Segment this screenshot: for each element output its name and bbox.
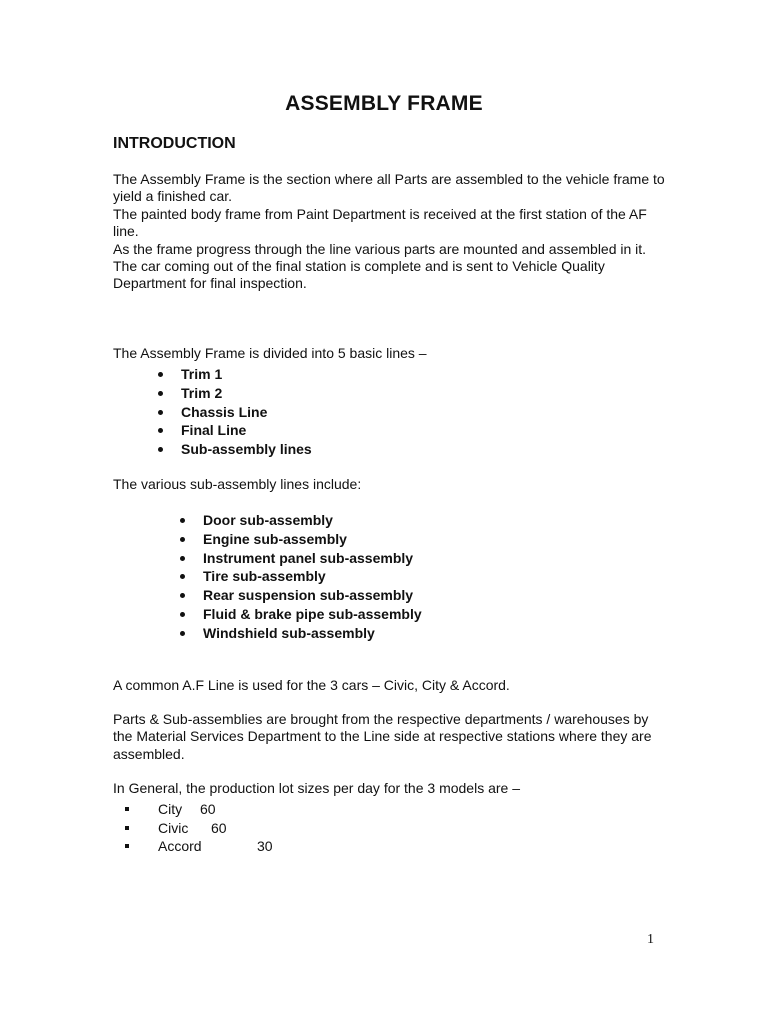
lot-sizes-intro: In General, the production lot sizes per day for the 3 models are – bbox=[113, 780, 521, 796]
list-item: Trim 2 bbox=[181, 384, 312, 403]
document-title: ASSEMBLY FRAME bbox=[285, 92, 483, 115]
common-line-text: A common A.F Line is used for the 3 cars – Civic, City & Accord. bbox=[113, 677, 510, 693]
lot-model: Civic bbox=[158, 819, 189, 836]
list-item: Instrument panel sub-assembly bbox=[203, 549, 422, 568]
bullet-icon bbox=[180, 593, 185, 598]
list-item bbox=[158, 800, 216, 819]
list-item: Windshield sub-assembly bbox=[203, 624, 422, 643]
bullet-icon bbox=[158, 391, 163, 396]
list-item: Trim 1 bbox=[181, 365, 312, 384]
intro-sentence-1: The Assembly Frame is the section where all Parts are assembled to the vehicle frame to yield a finished car. bbox=[113, 171, 665, 205]
page-number: 1 bbox=[647, 932, 654, 947]
bullet-icon bbox=[180, 518, 185, 523]
list-item: Fluid & brake pipe sub-assembly bbox=[203, 605, 422, 624]
list-item: Rear suspension sub-assembly bbox=[203, 586, 422, 605]
bullet-icon bbox=[158, 372, 163, 377]
list-item bbox=[158, 819, 227, 838]
list-item: Chassis Line bbox=[181, 403, 312, 422]
lot-value: 60 bbox=[211, 819, 227, 836]
lot-model: City bbox=[158, 801, 183, 817]
basic-lines-intro: The Assembly Frame is divided into 5 basic lines – bbox=[113, 345, 427, 361]
square-bullet-icon bbox=[125, 844, 129, 848]
bullet-icon bbox=[180, 537, 185, 542]
list-item: Engine sub-assembly bbox=[203, 530, 422, 549]
bullet-icon bbox=[180, 631, 185, 636]
bullet-icon bbox=[180, 556, 185, 561]
intro-sentence-4: The car coming out of the final station is complete and is sent to Vehicle Quality Department for final inspection. bbox=[113, 258, 605, 292]
lot-value: 30 bbox=[257, 838, 273, 855]
list-item: Door sub-assembly bbox=[203, 511, 422, 530]
intro-sentence-2: The painted body frame from Paint Department is received at the first station of the AF line. bbox=[113, 205, 647, 240]
square-bullet-icon bbox=[125, 826, 129, 830]
list-item: Sub-assembly lines bbox=[181, 440, 312, 459]
bullet-icon bbox=[180, 574, 185, 579]
section-heading: INTRODUCTION bbox=[113, 135, 236, 152]
bullet-icon bbox=[158, 447, 163, 452]
intro-paragraph bbox=[113, 171, 673, 293]
list-item bbox=[158, 837, 273, 856]
sub-assembly-intro: The various sub-assembly lines include: bbox=[113, 476, 362, 492]
list-item: Tire sub-assembly bbox=[203, 567, 422, 586]
basic-lines-list bbox=[181, 365, 312, 459]
bullet-icon bbox=[158, 428, 163, 433]
list-item: Final Line bbox=[181, 421, 312, 440]
lot-model: Accord bbox=[158, 838, 202, 855]
lot-sizes-list bbox=[158, 800, 273, 856]
intro-sentence-3: As the frame progress through the line various parts are mounted and assembled in it. bbox=[113, 240, 647, 257]
parts-paragraph: Parts & Sub-assemblies are brought from the respective departments / warehouses by the Material Services Department to the Line side at respective stations where they are assembled. bbox=[113, 711, 652, 762]
lot-value: 60 bbox=[200, 801, 216, 817]
sub-assembly-list bbox=[203, 511, 422, 643]
square-bullet-icon bbox=[125, 807, 129, 811]
bullet-icon bbox=[180, 612, 185, 617]
bullet-icon bbox=[158, 410, 163, 415]
